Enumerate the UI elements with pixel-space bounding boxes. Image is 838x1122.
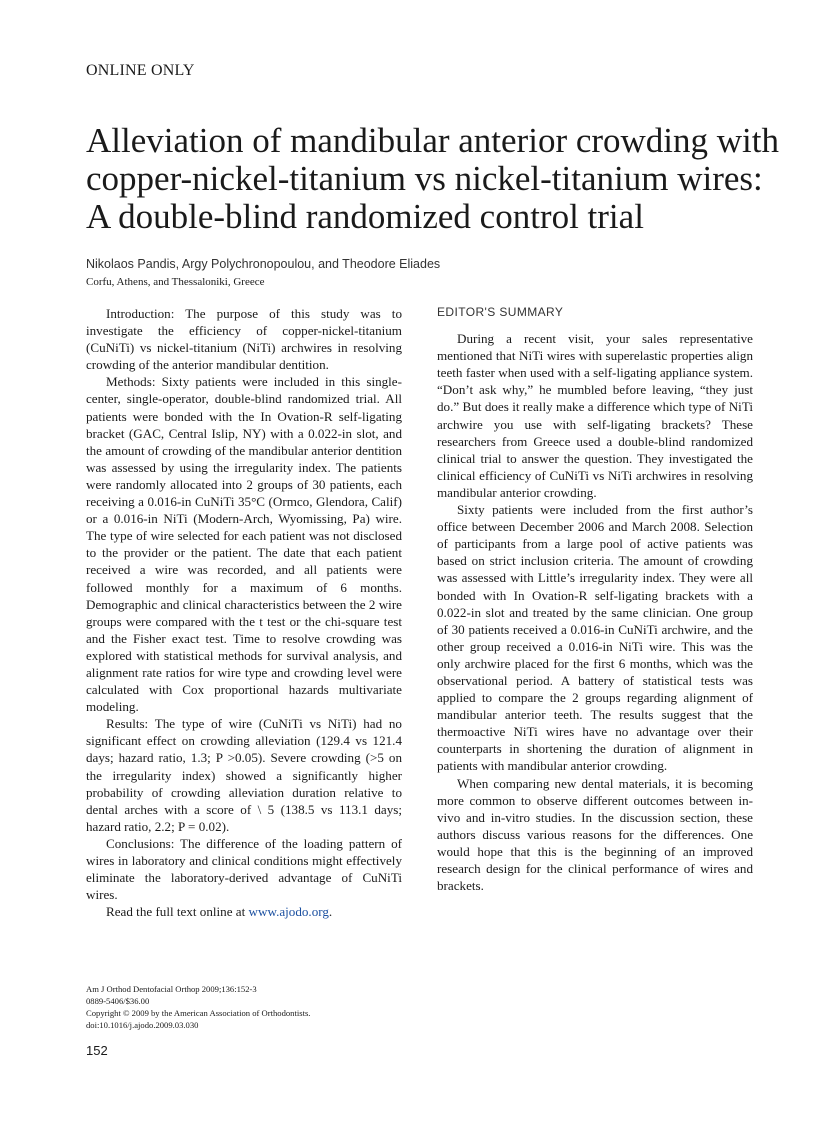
read-full-text — [86, 903, 402, 920]
summary-paragraph: Sixty patients were included from the first author’s office between December 2006 and March 2008. Selection of participants from a large pool of active patients was based on strict inclusion criteria. The amount of crowding was assessed with Little’s irregularity index. They were all bonded with In Ovation-R self-ligating brackets with a 0.022-in slot and treated by the same clinician. One group of 30 patients received a 0.016-in CuNiTi archwire, and the other group received a 0.016-in NiTi wire. This was the only archwire placed for the first 6 months, which was the observational period. A battery of statistical tests was applied to compare the 2 groups regarding alignment of mandibular anterior teeth. The results suggest that the thermoactive NiTi wires have no advantage over their counterparts in shortening the duration of alignment in patients with mandibular anterior crowding. — [437, 502, 753, 774]
abstract-introduction — [86, 305, 402, 373]
author-list: Nikolaos Pandis, Argy Polychronopoulou, and Theodore Eliades — [86, 257, 441, 271]
journal-citation: Am J Orthod Dentofacial Orthop 2009;136:152-3 — [86, 984, 257, 994]
abstract-column — [86, 305, 402, 920]
abstract-methods — [86, 373, 402, 715]
results-label: Results: — [106, 716, 149, 732]
title-line-3: A double-blind randomized control trial — [86, 197, 644, 236]
abstract-conclusions — [86, 835, 402, 903]
methods-text: Sixty patients were included in this single-center, single-operator, double-blind randomized trial. All patients were bonded with the In Ovation-R self-ligating bracket (GAC, Central Islip, NY) with a 0.022-in slot, and the amount of crowding of the mandibular anterior dentition was assessed by using the irregularity index. The patients were randomly allocated into 2 groups of 30 patients, each receiving a 0.016-in CuNiTi 35°C (Ormco, Glendora, Calif) or a 0.016-in NiTi (Modern-Arch, Wyomissing, Pa) wire. The type of wire selected for each patient was not disclosed to the provider or the patient. The date that each patient received a wire was recorded, and all patients were followed monthly for a maximum of 6 months. Demographic and clinical characteristics between the 2 wire groups were compared with the t test or the chi-square test and the Fisher exact test. Time to resolve crowding was explored with statistical methods for survival analysis, and alignment rate ratios for wire type and crowding level were calculated with Cox proportional hazards multivariate modeling. — [86, 374, 402, 715]
editors-summary-column — [437, 304, 753, 894]
editors-summary-heading: EDITOR'S SUMMARY — [437, 305, 564, 319]
methods-label: Methods: — [106, 374, 156, 390]
page-number: 152 — [86, 1043, 108, 1058]
journal-website-link[interactable]: www.ajodo.org — [248, 904, 329, 920]
summary-paragraph: During a recent visit, your sales representative mentioned that NiTi wires with superelastic properties align teeth faster when used with a self-ligating appliance system. “Don’t ask why,” he mumbled before leaving, “they just do.” But does it really make a difference which type of NiTi archwire you use with self-ligating brackets? These researchers from Greece used a double-blind randomized clinical trial to answer the question. They investigated the clinical efficiency of CuNiTi vs NiTi archwires in resolving mandibular anterior crowding. — [437, 331, 753, 500]
read-more-end: . — [328, 904, 333, 920]
read-more-text: Read the full text online at — [106, 904, 246, 920]
conclusions-text: The difference of the loading pattern of wires in laboratory and clinical conditions might effectively eliminate the laboratory-derived advantage of CuNiTi wires. — [86, 835, 402, 903]
summary-paragraph: When comparing new dental materials, it is becoming more common to observe different outcomes between in-vivo and in-vitro studies. In the discussion section, these authors discuss various reasons for the differences. One would hope that this is the beginning of an improved research design for the clinical performance of wires and brackets. — [437, 775, 753, 894]
conclusions-label: Conclusions: — [106, 835, 175, 851]
issn-price: 0889-5406/$36.00 — [86, 996, 150, 1006]
doi: doi:10.1016/j.ajodo.2009.03.030 — [86, 1020, 199, 1030]
publication-footer — [86, 983, 310, 1031]
abstract-results — [86, 715, 402, 835]
author-affiliation: Corfu, Athens, and Thessaloniki, Greece — [86, 276, 265, 288]
article-title — [86, 121, 780, 236]
results-text: The type of wire (CuNiTi vs NiTi) had no significant effect on crowding alleviation (129.4 vs 121.4 days; hazard ratio, 1.3; P >0.05). Severe crowding (>5 on the irregularity index) showed a significantly higher probability of crowding alleviation duration relative to dental arches with a score of \ 5 (138.5 vs 113.1 days; hazard ratio, 2.2; P = 0.02). — [86, 716, 402, 834]
introduction-text: The purpose of this study was to investigate the efficiency of copper-nickel-titanium (CuNiTi) vs nickel-titanium (NiTi) archwires in resolving crowding of the anterior mandibular dentition. — [86, 306, 402, 373]
introduction-label: Introduction: — [106, 306, 175, 321]
title-line-1: Alleviation of mandibular anterior crowding with — [86, 121, 780, 160]
copyright-notice: Copyright © 2009 by the American Association of Orthodontists. — [86, 1008, 311, 1018]
title-line-2: copper-nickel-titanium vs nickel-titanium wires: — [86, 159, 763, 198]
section-label: ONLINE ONLY — [86, 62, 195, 79]
